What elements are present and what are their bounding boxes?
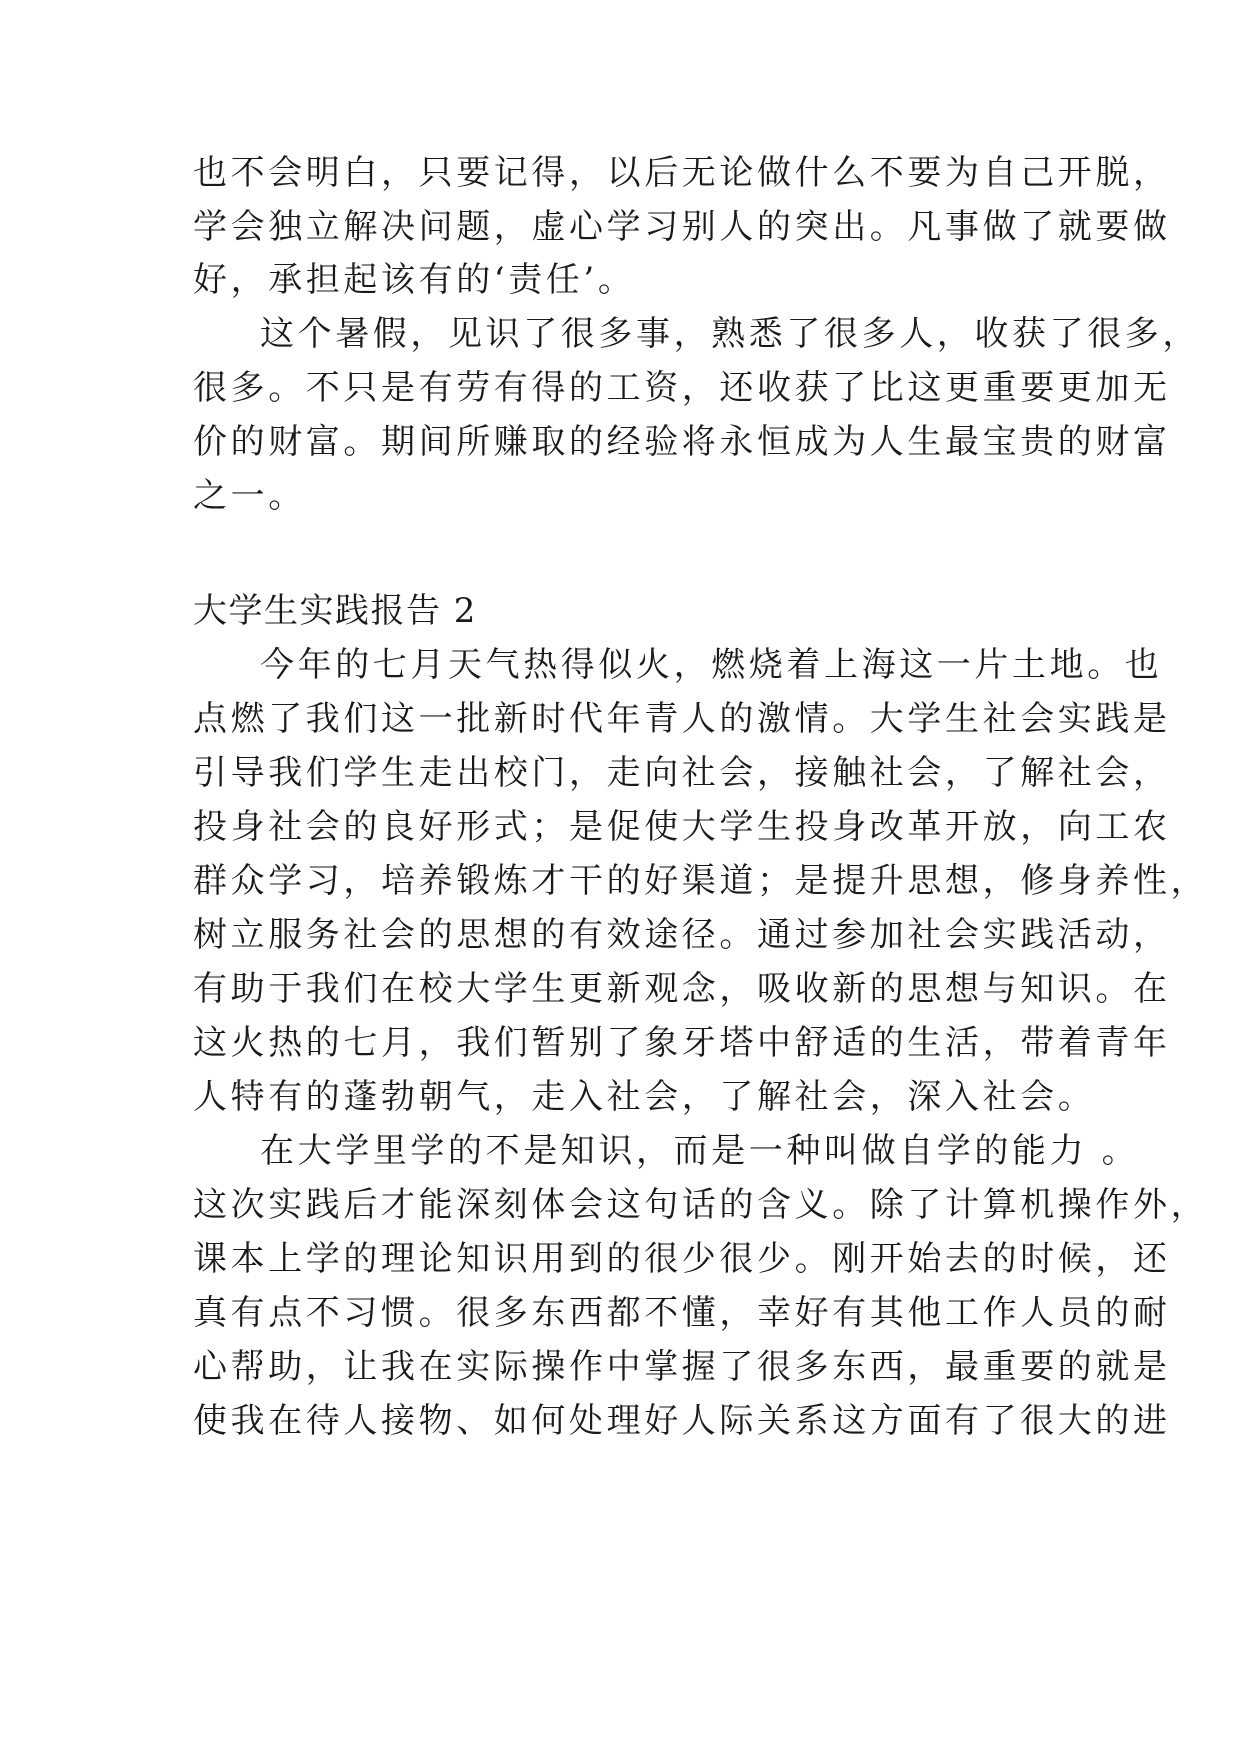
text-line: 使我在待人接物、如何处理好人际关系这方面有了很大的进 [193,1401,1171,1441]
text-line: 树立服务社会的思想的有效途径。通过参加社会实践活动， [193,915,1171,955]
text-line: 这个暑假，见识了很多事，熟悉了很多人，收获了很多， [260,314,1200,354]
text-line: 今年的七月天气热得似火，燃烧着上海这一片土地。也 [260,645,1163,685]
section-heading: 大学生实践报告 2 [193,591,477,631]
text-line: 这火热的七月，我们暂别了象牙塔中舒适的生活，带着青年 [193,1023,1171,1063]
text-line: 好，承担起该有的‘责任’。 [193,260,636,300]
text-line: 有助于我们在校大学生更新观念，吸收新的思想与知识。在 [193,969,1171,1009]
text-line: 引导我们学生走出校门，走向社会，接触社会，了解社会， [193,753,1171,793]
text-line: 投身社会的良好形式；是促使大学生投身改革开放，向工农 [193,807,1171,847]
text-line: 群众学习，培养锻炼才干的好渠道；是提升思想，修身养性， [193,861,1209,901]
text-line: 在大学里学的不是知识，而是一种叫做自学的能力 。 [260,1131,1140,1171]
text-line: 学会独立解决问题，虚心学习别人的突出。凡事做了就要做 [193,207,1171,247]
text-line: 之一。 [193,476,306,516]
text-line: 心帮助，让我在实际操作中掌握了很多东西，最重要的就是 [193,1347,1171,1387]
text-line: 点燃了我们这一批新时代年青人的激情。大学生社会实践是 [193,699,1171,739]
text-line: 这次实践后才能深刻体会这句话的含义。除了计算机操作外， [193,1185,1209,1225]
text-line: 课本上学的理论知识用到的很少很少。刚开始去的时候，还 [193,1239,1171,1279]
text-line: 人特有的蓬勃朝气，走入社会，了解社会，深入社会。 [193,1077,1096,1117]
text-line: 也不会明白，只要记得，以后无论做什么不要为自己开脱， [193,153,1171,193]
text-line: 真有点不习惯。很多东西都不懂，幸好有其他工作人员的耐 [193,1293,1171,1333]
text-line: 价的财富。期间所赚取的经验将永恒成为人生最宝贵的财富 [193,422,1171,462]
text-line: 很多。不只是有劳有得的工资，还收获了比这更重要更加无 [193,368,1171,408]
